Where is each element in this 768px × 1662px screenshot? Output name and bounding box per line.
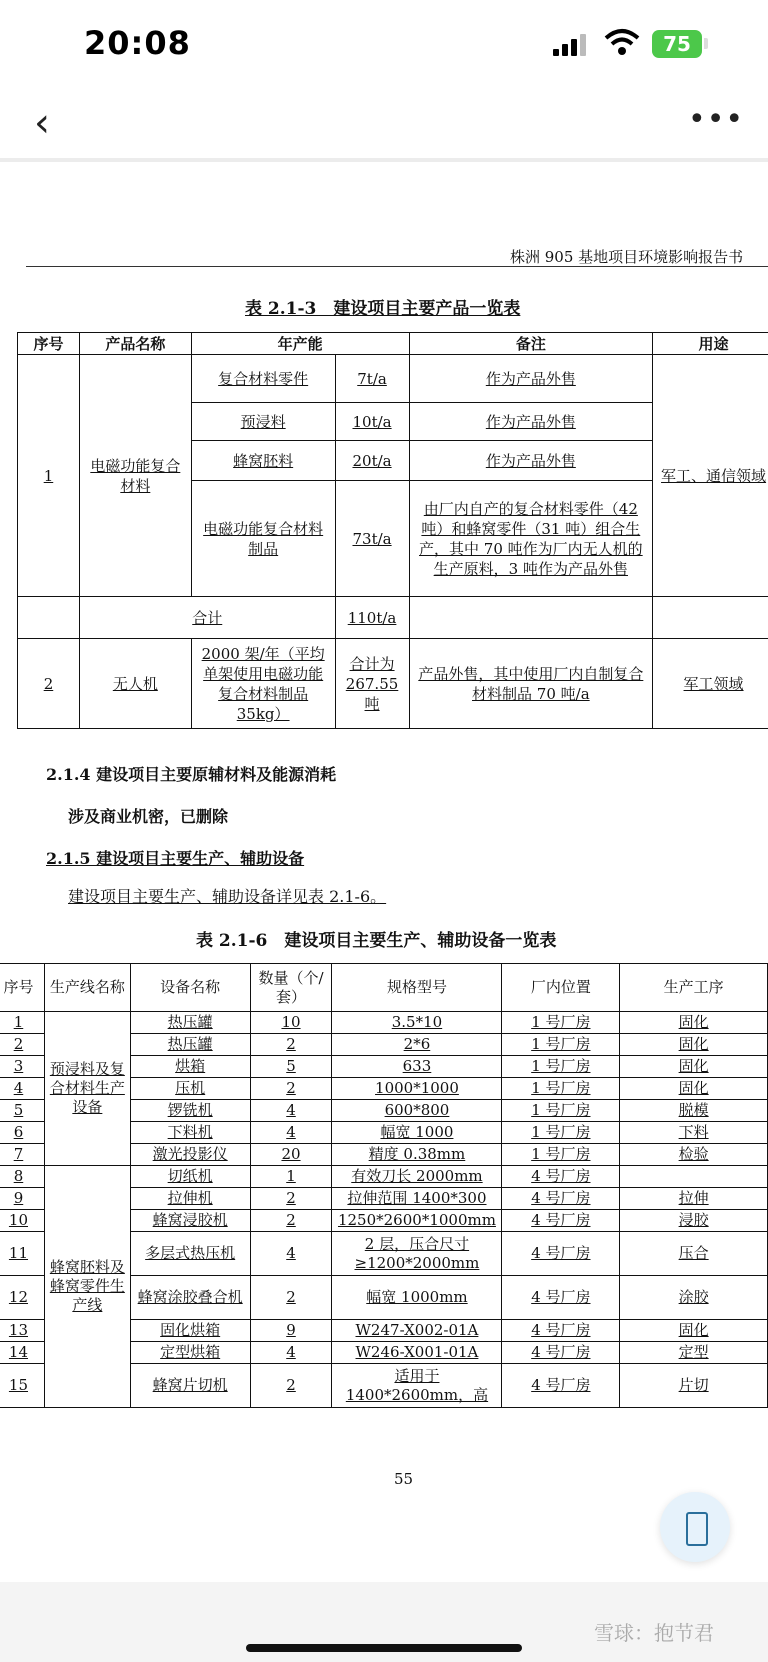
- cell-qty: 2: [250, 1276, 332, 1320]
- cell-item: 电磁功能复合材料制品: [191, 481, 335, 597]
- cell-location: 4 号厂房: [502, 1320, 620, 1342]
- cell-no: 9: [0, 1188, 44, 1210]
- cell-location: 4 号厂房: [502, 1210, 620, 1232]
- cell-qty: 2: [250, 1034, 332, 1056]
- cell-no: 2: [18, 639, 80, 729]
- table1-caption: 表 2.1-3 建设项目主要产品一览表: [245, 299, 521, 319]
- cell-location: 1 号厂房: [502, 1144, 620, 1166]
- cell-process: 固化: [620, 1012, 768, 1034]
- th-note: 备注: [409, 333, 653, 355]
- home-indicator[interactable]: [246, 1644, 522, 1652]
- cell-qty: 20: [250, 1144, 332, 1166]
- th-spec: 规格型号: [332, 964, 502, 1012]
- table-row: [0, 1012, 768, 1034]
- cell-equipment: 热压罐: [130, 1012, 250, 1034]
- cell-process: 固化: [620, 1320, 768, 1342]
- table2-caption: 表 2.1-6 建设项目主要生产、辅助设备一览表: [196, 931, 557, 951]
- cell-location: 1 号厂房: [502, 1122, 620, 1144]
- th-qty: 数量（个/套）: [250, 964, 332, 1012]
- cell-spec: 600*800: [332, 1100, 502, 1122]
- battery-icon: 75: [652, 30, 702, 58]
- cell-spec: 有效刀长 2000mm: [332, 1166, 502, 1188]
- section-2-1-5-text: 建设项目主要生产、辅助设备详见表 2.1-6。: [68, 887, 387, 906]
- cell-qty: 2: [250, 1188, 332, 1210]
- cell-equipment: 切纸机: [130, 1166, 250, 1188]
- cell-process: 固化: [620, 1056, 768, 1078]
- cell-no: 11: [0, 1232, 44, 1276]
- cell-process: 片切: [620, 1364, 768, 1408]
- th-no: 序号: [18, 333, 80, 355]
- th-use: 用途: [653, 333, 768, 355]
- cell-qty: 2: [250, 1210, 332, 1232]
- cell-qty: 4: [250, 1232, 332, 1276]
- cell-empty: [409, 597, 653, 639]
- cell-no: 15: [0, 1364, 44, 1408]
- cell-spec: 精度 0.38mm: [332, 1144, 502, 1166]
- cell-process: 涂胶: [620, 1276, 768, 1320]
- equipment-table: [0, 963, 768, 1408]
- header-rule: [26, 266, 768, 267]
- cell-empty: [18, 597, 80, 639]
- products-table: [17, 332, 768, 729]
- cell-location: 4 号厂房: [502, 1166, 620, 1188]
- cell-no: 10: [0, 1210, 44, 1232]
- cell-equipment: 固化烘箱: [130, 1320, 250, 1342]
- cell-no: 12: [0, 1276, 44, 1320]
- cell-equipment: 定型烘箱: [130, 1342, 250, 1364]
- cell-qty: 10t/a: [335, 403, 409, 441]
- cell-no: 7: [0, 1144, 44, 1166]
- cell-process: 固化: [620, 1078, 768, 1100]
- cell-location: 1 号厂房: [502, 1100, 620, 1122]
- cell-qty: 合计为267.55吨: [335, 639, 409, 729]
- cell-process: [620, 1166, 768, 1188]
- cell-qty: 9: [250, 1320, 332, 1342]
- cell-equipment: 拉伸机: [130, 1188, 250, 1210]
- cell-equipment: 蜂窝片切机: [130, 1364, 250, 1408]
- cell-equipment: 多层式热压机: [130, 1232, 250, 1276]
- cell-use: 军工、通信领域: [653, 355, 768, 597]
- cell-no: 13: [0, 1320, 44, 1342]
- cell-location: 4 号厂房: [502, 1232, 620, 1276]
- cell-spec: 2*6: [332, 1034, 502, 1056]
- cell-equipment: 下料机: [130, 1122, 250, 1144]
- cell-qty: 4: [250, 1100, 332, 1122]
- cell-no: 1: [18, 355, 80, 597]
- cell-no: 14: [0, 1342, 44, 1364]
- cell-qty: 4: [250, 1342, 332, 1364]
- cell-process: 定型: [620, 1342, 768, 1364]
- cell-item: 复合材料零件: [191, 355, 335, 403]
- cell-line-group: 预浸料及复合材料生产设备: [44, 1012, 130, 1166]
- cell-note: 作为产品外售: [409, 441, 653, 481]
- cell-process: 检验: [620, 1144, 768, 1166]
- cell-spec: 幅宽 1000: [332, 1122, 502, 1144]
- battery-tip: [704, 38, 708, 49]
- cell-process: 下料: [620, 1122, 768, 1144]
- watermark: 雪球：抱节君: [594, 1621, 714, 1645]
- cell-spec: 拉伸范围 1400*300: [332, 1188, 502, 1210]
- cell-process: 浸胶: [620, 1210, 768, 1232]
- cell-qty: 4: [250, 1122, 332, 1144]
- section-2-1-4: 2.1.4 建设项目主要原辅材料及能源消耗: [46, 765, 337, 784]
- cell-no: 1: [0, 1012, 44, 1034]
- th-equipment: 设备名称: [130, 964, 250, 1012]
- cell-process: 压合: [620, 1232, 768, 1276]
- cell-equipment: 压机: [130, 1078, 250, 1100]
- cell-note: 作为产品外售: [409, 355, 653, 403]
- cell-qty: 2: [250, 1078, 332, 1100]
- cell-spec: 1000*1000: [332, 1078, 502, 1100]
- cell-process: 脱模: [620, 1100, 768, 1122]
- cell-qty: 1: [250, 1166, 332, 1188]
- cell-spec: 2 层，压合尺寸≥1200*2000mm: [332, 1232, 502, 1276]
- cell-no: 5: [0, 1100, 44, 1122]
- cell-equipment: 蜂窝浸胶机: [130, 1210, 250, 1232]
- cell-note: 作为产品外售: [409, 403, 653, 441]
- cell-note: 产品外售，其中使用厂内自制复合材料制品 70 吨/a: [409, 639, 653, 729]
- cell-qty: 10: [250, 1012, 332, 1034]
- cell-total-qty: 110t/a: [335, 597, 409, 639]
- cell-empty: [653, 597, 768, 639]
- cell-process: 固化: [620, 1034, 768, 1056]
- cell-capacity: 2000 架/年（平均单架使用电磁功能复合材料制品 35kg）: [191, 639, 335, 729]
- cell-equipment: 蜂窝涂胶叠合机: [130, 1276, 250, 1320]
- more-icon[interactable]: •••: [688, 102, 745, 137]
- cell-use: 军工领域: [653, 639, 768, 729]
- cell-location: 1 号厂房: [502, 1012, 620, 1034]
- cell-name: 电磁功能复合材料: [79, 355, 191, 597]
- cell-no: 2: [0, 1034, 44, 1056]
- cell-location: 1 号厂房: [502, 1078, 620, 1100]
- cell-total-label: 合计: [79, 597, 335, 639]
- cell-equipment: 激光投影仪: [130, 1144, 250, 1166]
- cell-no: 4: [0, 1078, 44, 1100]
- cell-note: 由厂内自产的复合材料零件（42 吨）和蜂窝零件（31 吨）组合生产，其中 70 吨作为厂内无人机的生产原料，3 吨作为产品外售: [409, 481, 653, 597]
- cell-name: 无人机: [79, 639, 191, 729]
- cell-line-group: 蜂窝胚料及蜂窝零件生产线: [44, 1166, 130, 1408]
- cell-item: 预浸料: [191, 403, 335, 441]
- th-no: 序号: [0, 964, 44, 1012]
- cell-qty: 20t/a: [335, 441, 409, 481]
- page-number: 55: [394, 1470, 414, 1488]
- cell-qty: 5: [250, 1056, 332, 1078]
- cell-spec: 适用于1400*2600mm，高: [332, 1364, 502, 1408]
- nav-bar: [0, 90, 768, 158]
- th-process: 生产工序: [620, 964, 768, 1012]
- cell-spec: 633: [332, 1056, 502, 1078]
- cell-spec: W246-X001-01A: [332, 1342, 502, 1364]
- cell-equipment: 烘箱: [130, 1056, 250, 1078]
- cell-spec: 3.5*10: [332, 1012, 502, 1034]
- wifi-icon: [604, 28, 640, 56]
- cell-equipment: 锣铣机: [130, 1100, 250, 1122]
- floating-action-button[interactable]: [660, 1492, 730, 1562]
- status-bar: [0, 0, 768, 90]
- cell-location: 1 号厂房: [502, 1034, 620, 1056]
- back-chevron-icon[interactable]: ‹: [34, 100, 50, 146]
- cell-location: 4 号厂房: [502, 1188, 620, 1210]
- section-2-1-5: 2.1.5 建设项目主要生产、辅助设备: [46, 849, 305, 868]
- confidential-note: 涉及商业机密，已删除: [68, 807, 229, 826]
- cell-no: 3: [0, 1056, 44, 1078]
- cell-spec: 幅宽 1000mm: [332, 1276, 502, 1320]
- cell-qty: 2: [250, 1364, 332, 1408]
- cell-spec: 1250*2600*1000mm: [332, 1210, 502, 1232]
- cell-qty: 73t/a: [335, 481, 409, 597]
- th-name: 产品名称: [79, 333, 191, 355]
- th-capacity: 年产能: [191, 333, 409, 355]
- signal-icon: [553, 34, 587, 56]
- cell-spec: W247-X002-01A: [332, 1320, 502, 1342]
- th-location: 厂内位置: [502, 964, 620, 1012]
- cell-location: 1 号厂房: [502, 1056, 620, 1078]
- cell-location: 4 号厂房: [502, 1364, 620, 1408]
- cell-equipment: 热压罐: [130, 1034, 250, 1056]
- cell-no: 6: [0, 1122, 44, 1144]
- cell-location: 4 号厂房: [502, 1342, 620, 1364]
- cell-process: 拉伸: [620, 1188, 768, 1210]
- cell-item: 蜂窝胚料: [191, 441, 335, 481]
- phone-icon: [686, 1512, 708, 1546]
- cell-qty: 7t/a: [335, 355, 409, 403]
- th-line: 生产线名称: [44, 964, 130, 1012]
- cell-location: 4 号厂房: [502, 1276, 620, 1320]
- table-row: [0, 1166, 768, 1188]
- doc-header: 株洲 905 基地项目环境影响报告书: [510, 248, 744, 266]
- status-time: 20:08: [84, 24, 191, 62]
- cell-no: 8: [0, 1166, 44, 1188]
